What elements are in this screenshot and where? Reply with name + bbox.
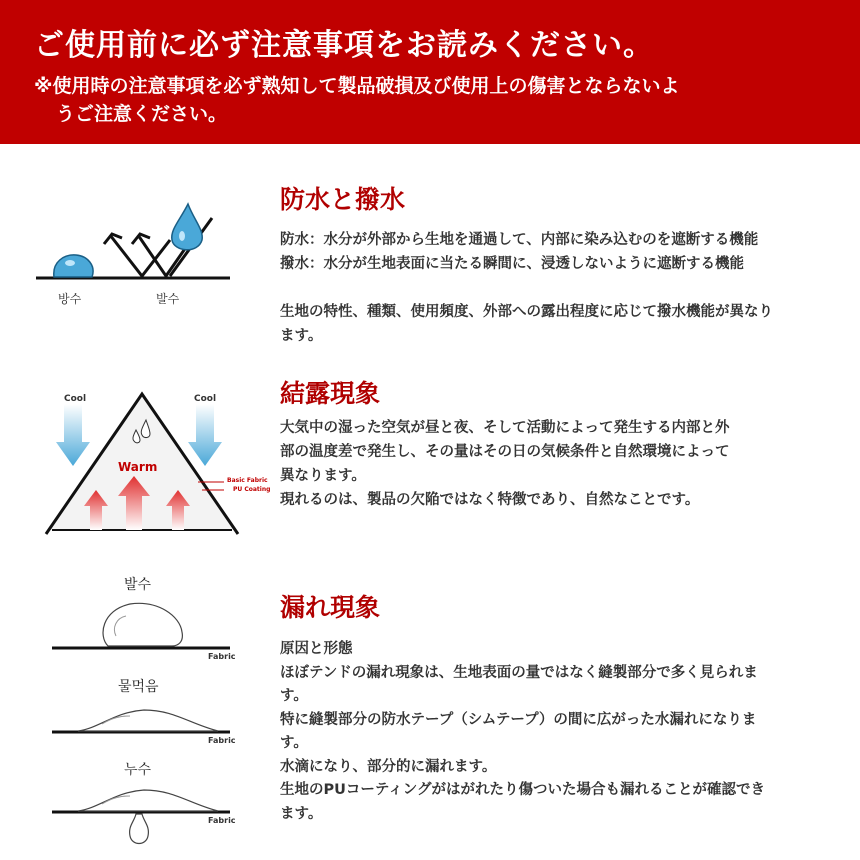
text-line: 現れるのは、製品の欠陥ではなく特徴であり、自然なことです。 <box>280 492 700 508</box>
label-waterproof: 방수 <box>58 292 82 306</box>
text-line: す。 <box>280 688 308 704</box>
text-line: ます。 <box>280 805 323 822</box>
leak-fabric-1: Fabric <box>208 652 236 661</box>
label-basic-fabric: Basic Fabric <box>227 477 268 484</box>
text-line: す。 <box>280 735 308 751</box>
text-line: 特に縫製部分の防水テープ（シムテープ）の間に広がった水漏れになりま <box>280 711 757 728</box>
text-line: ほぼテンドの漏れ現象は、生地表面の量ではなく縫製部分で多く見られま <box>280 664 758 681</box>
label-repellent: 발수 <box>156 292 180 306</box>
text-line: 生地のPUコーティングがはがれたり傷ついた場合も漏れることが確認でき <box>280 782 765 798</box>
leak-diagram-2-label: 물먹음 <box>118 679 159 695</box>
header-banner <box>0 0 860 144</box>
label-warm: Warm <box>118 460 158 474</box>
text-line: ます。 <box>280 328 323 344</box>
section-title-condensation: 結露現象 <box>280 379 381 408</box>
text-line: 撥水：水分が生地表面に当たる瞬間に、浸透しないように遮断する機能 <box>280 256 744 272</box>
text-line: 水滴になり、部分的に漏れます。 <box>280 758 497 775</box>
section-title-waterproof: 防水と撥水 <box>280 185 406 214</box>
leak-fabric-2: Fabric <box>208 736 236 745</box>
section-text-leak <box>280 638 765 826</box>
label-cool-right: Cool <box>194 394 217 404</box>
section-text-waterproof <box>280 228 773 348</box>
text-line: 大気中の湿った空気が昼と夜、そして活動によって発生する内部と外 <box>280 420 730 436</box>
leak-diagram-1-label: 발수 <box>124 577 152 593</box>
text-line: 異なります。 <box>280 468 366 484</box>
page-title: ご使用前に必ず注意事項をお読みください。 <box>34 28 654 63</box>
leak-diagram-3-label: 누수 <box>124 762 152 778</box>
label-cool-left: Cool <box>64 394 87 404</box>
section-text-condensation <box>280 416 730 512</box>
header-note-line-2: うご注意ください。 <box>56 103 228 125</box>
header-note-line-1: ※使用時の注意事項を必ず熟知して製品破損及び使用上の傷害とならないよ <box>34 75 680 97</box>
text-line <box>280 276 773 300</box>
text-line: 防水：水分が外部から生地を通過して、内部に染み込むのを遮断する機能 <box>280 232 759 248</box>
text-line: 生地の特性、種類、使用頻度、外部への露出程度に応じて撥水機能が異なり <box>280 304 773 320</box>
header-note <box>34 72 834 128</box>
text-line: 部の温度差で発生し、その量はその日の気候条件と自然環境によって <box>280 444 730 460</box>
text-line: 原因と形態 <box>280 641 353 657</box>
leak-fabric-3: Fabric <box>208 816 236 825</box>
label-pu-coating: PU Coating <box>233 486 271 493</box>
section-title-leak: 漏れ現象 <box>280 593 381 622</box>
